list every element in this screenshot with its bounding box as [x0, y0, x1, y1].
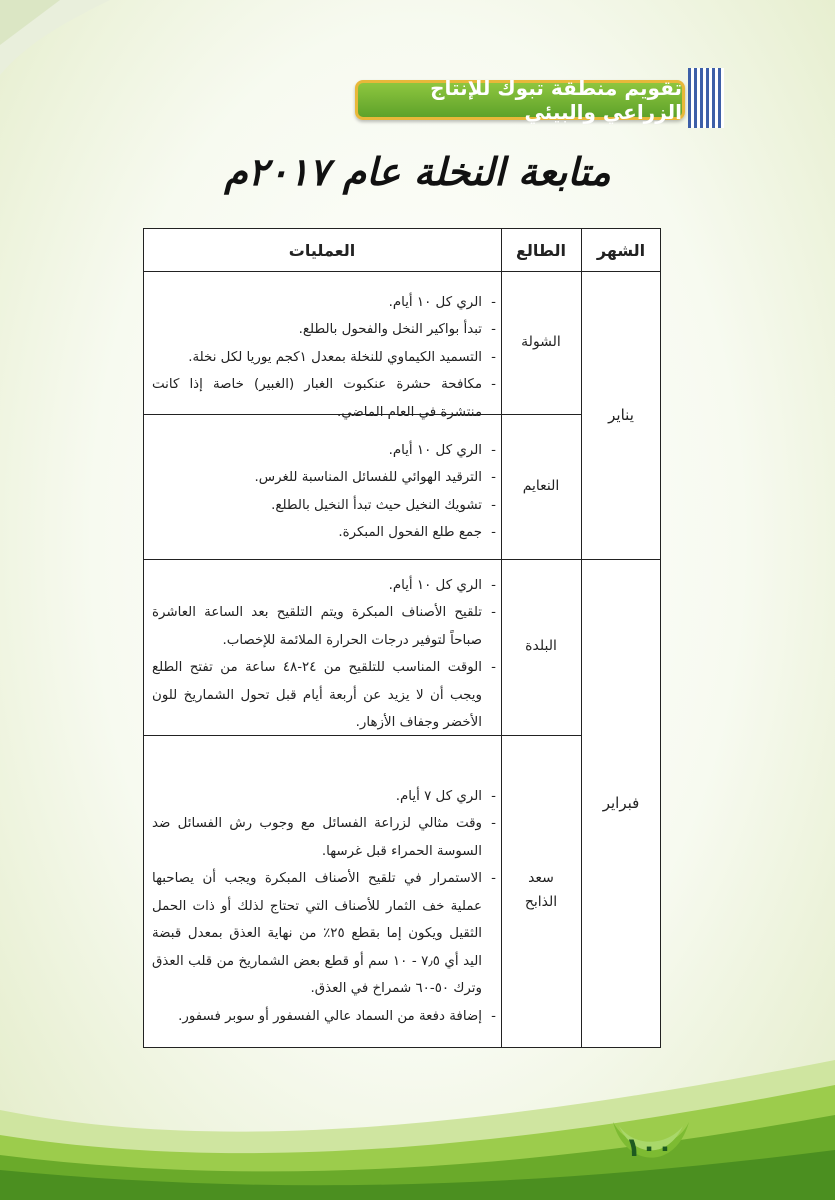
page-title: متابعة النخلة عام ٢٠١٧م — [224, 150, 611, 194]
tali-cell: النعايم — [522, 477, 560, 494]
operation-item: - الري كل ١٠ أيام. — [152, 289, 496, 316]
column-header-month: الشهر — [596, 240, 646, 260]
operation-item: - تبدأ بواكير النخل والفحول بالطلع. — [152, 316, 496, 343]
tali-line: سعد — [528, 870, 554, 887]
operation-item: - الري كل ١٠ أيام. — [152, 572, 496, 599]
operation-item: - الاستمرار في تلقيح الأصناف المبكرة ويجب أن يصاحبها عملية خف الثمار للأصناف التي تحتاج لذلك أو ذات الحمل الثقيل ويكون إما بقطع ٢٥٪ من نهاية العذق بمعدل قبضة اليد أي ٧٫٥ - ١٠ سم أو قطع بعض الشماريخ من قلب العذق وترك ٥٠-٦٠ شمراخ في العذق. — [152, 865, 496, 1002]
operation-item: - جمع طلع الفحول المبكرة. — [152, 519, 496, 546]
operation-item: - الترقيد الهوائي للفسائل المناسبة للغرس. — [152, 464, 496, 491]
palm-calendar-table — [143, 228, 661, 1048]
operations-list — [152, 572, 496, 737]
bottom-wave-decoration — [0, 1040, 835, 1200]
tali-cell: الشولة — [521, 333, 561, 350]
operation-item: - تشويك النخيل حيث تبدأ النخيل بالطلع. — [152, 492, 496, 519]
tali-line: الذابح — [524, 894, 558, 910]
tali-cell — [502, 735, 580, 1047]
header-banner: تقويم منطقة تبوك للإنتاج الزراعي والبيئي — [355, 80, 685, 120]
operation-item: - الري كل ٧ أيام. — [152, 783, 496, 810]
column-header-tali: الطالع — [515, 240, 567, 260]
operations-list — [152, 437, 496, 547]
operations-list — [152, 289, 496, 426]
operation-item: - تلقيح الأصناف المبكرة ويتم التلقيح بعد الساعة العاشرة صباحاً لتوفير درجات الحرارة الملائمة للإخصاب. — [152, 599, 496, 654]
operation-item: - الوقت المناسب للتلقيح من ٢٤-٤٨ ساعة من تفتح الطلع ويجب أن لا يزيد عن أربعة أيام قبل تحول الشماريخ للون الأخضر وجفاف الأزهار. — [152, 654, 496, 736]
column-header-operations: العمليات — [288, 240, 356, 260]
month-january: يناير — [608, 406, 634, 424]
table-header-row — [144, 229, 660, 272]
operation-item: - وقت مثالي لزراعة الفسائل مع وجوب رش الفسائل ضد السوسة الحمراء قبل غرسها. — [152, 810, 496, 865]
operation-item: - مكافحة حشرة عنكبوت الغبار (الغبير) خاصة إذا كانت منتشرة في العام الماضي. — [152, 371, 496, 426]
corner-leaf-decoration — [0, 0, 120, 80]
operation-item: - الري كل ١٠ أيام. — [152, 437, 496, 464]
operation-item: - التسميد الكيماوي للنخلة بمعدل ١كجم يوريا لكل نخلة. — [152, 344, 496, 371]
month-february: فبراير — [602, 794, 640, 812]
tali-cell: البلدة — [525, 638, 557, 655]
operation-item: - إضافة دفعة من السماد عالي الفسفور أو سوبر فسفور. — [152, 1003, 496, 1030]
operations-list — [152, 783, 496, 1030]
page-number: ١٠٠ — [625, 1133, 673, 1163]
header-stripes — [688, 68, 724, 128]
